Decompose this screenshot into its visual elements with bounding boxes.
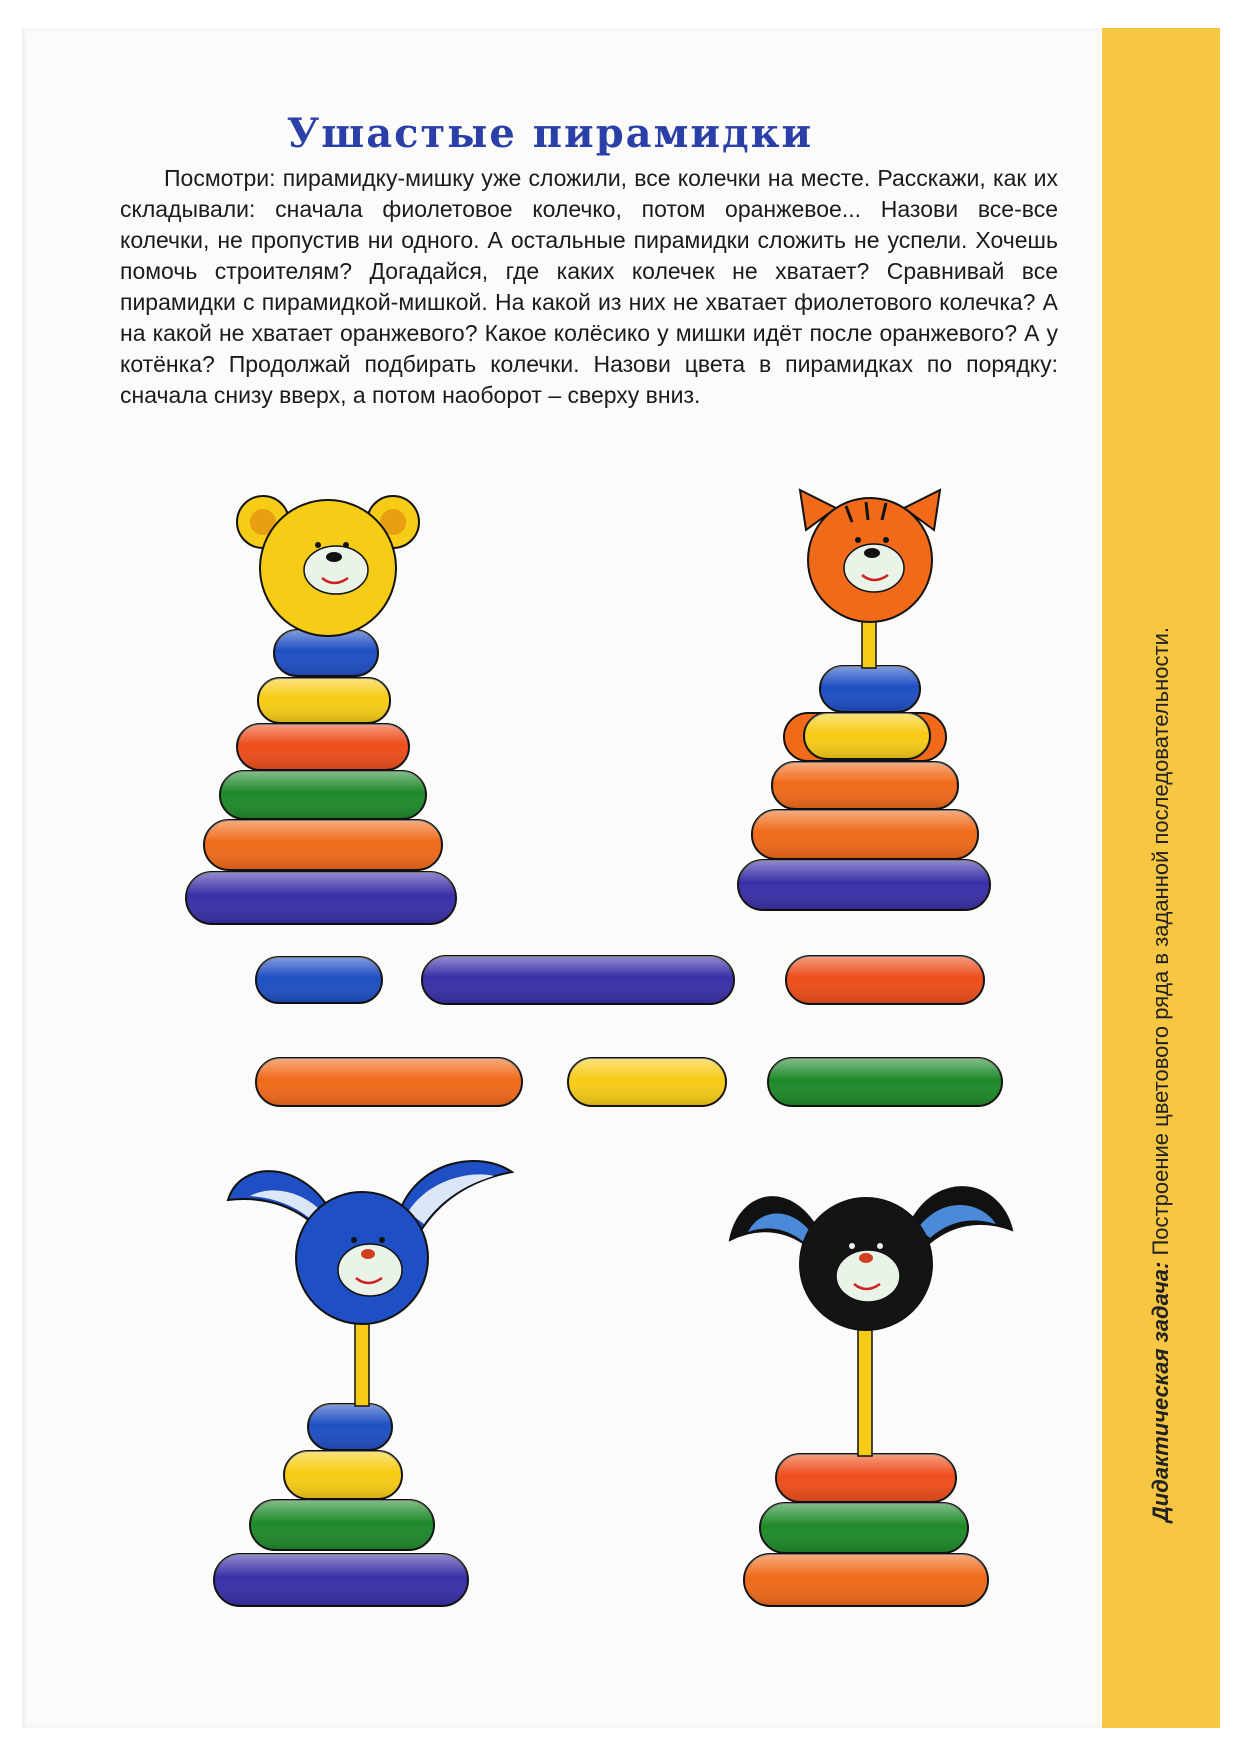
bunny-head	[228, 1161, 512, 1324]
didactic-task-text: Построение цветового ряда в заданной последовательности.	[1148, 627, 1173, 1263]
didactic-task-note	[1106, 545, 1216, 1605]
didactic-task-label: Дидактическая задача:	[1148, 1262, 1173, 1523]
kitten-head	[800, 490, 940, 622]
black-bunny-stick	[858, 1330, 872, 1456]
bunny-stick	[355, 1320, 369, 1406]
page-title: Ушастые пирамидки	[286, 110, 814, 157]
loose-rings	[256, 956, 1002, 1106]
task-paragraph: Посмотри: пирамидку-мишку уже сложили, все колечки на месте. Расскажи, как их складывали: сначала фиолетовое колечко, потом оранжевое... Назови все-все колечки, не пропустив ни одного. А остальные пирамидки сложить не успели. Хочешь помочь строителям? Догадайся, где каких колечек не хватает? Сравнивай все пирамидки с пирамидкой-мишкой. На какой из них не хватает фиолетового колечка? А на какой не хватает оранжевого? Какое колёсико у мишки идёт после оранжевого? А у котёнка? Продолжай подбирать колечки. Назови цвета в пирамидках по порядку: сначала снизу вверх, а потом наоборот – сверху вниз.	[120, 165, 1058, 408]
bunny-pyramid	[214, 1161, 512, 1606]
kitten-pyramid	[738, 490, 990, 910]
bear-pyramid	[186, 496, 456, 924]
black-bunny-head	[730, 1187, 1012, 1330]
bear-head	[237, 496, 419, 636]
black-bunny-pyramid	[730, 1187, 1012, 1606]
